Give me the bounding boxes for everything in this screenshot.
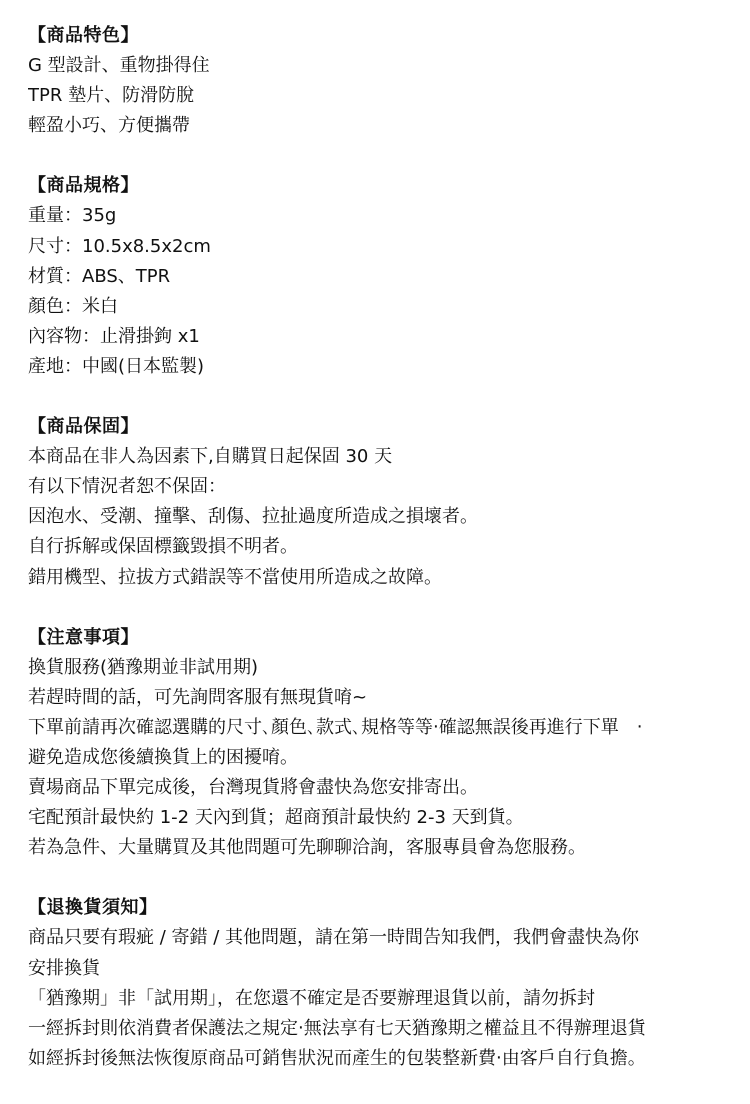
text-line: 產地：中國(日本監製): [28, 355, 205, 377]
text-line: 避免造成您後續換貨上的困擾唷。: [28, 746, 298, 768]
text-line: 一經拆封則依消費者保護法之規定‧無法享有七天猶豫期之權益且不得辦理退貨: [28, 1017, 646, 1039]
section-features: [28, 21, 728, 141]
text-line: 如經拆封後無法恢復原商品可銷售狀況而產生的包裝整新費‧由客戶自行負擔。: [28, 1047, 646, 1069]
text-line: 顏色：米白: [28, 295, 118, 317]
text-line: 尺寸：10.5x8.5x2cm: [28, 235, 211, 257]
text-line: 商品只要有瑕疵 / 寄錯 / 其他問題，請在第一時間告知我們，我們會盡快為你: [28, 927, 640, 949]
text-line: 本商品在非人為因素下,自購買日起保固 30 天: [28, 446, 393, 468]
text-line: 若趕時間的話，可先詢問客服有無現貨唷~: [28, 686, 368, 708]
text-line: 換貨服務(猶豫期並非試用期): [28, 656, 259, 678]
section-heading: 【商品特色】: [28, 25, 139, 46]
text-line: 若為急件、大量購買及其他問題可先聊聊洽詢，客服專員會為您服務。: [28, 837, 586, 859]
section-heading: 【商品規格】: [28, 175, 139, 197]
text-line: G 型設計、重物掛得住: [28, 55, 210, 77]
section-specifications: [28, 171, 728, 382]
text-line: 內容物：止滑掛鉤 x1: [28, 325, 200, 347]
section-return-policy: [28, 893, 728, 1074]
text-line: 錯用機型、拉拔方式錯誤等不當使用所造成之故障。: [28, 566, 442, 588]
text-line: 安排換貨: [28, 957, 100, 979]
text-line: 「猶豫期」非「試用期」，在您還不確定是否要辦理退貨以前，請勿拆封: [28, 987, 595, 1009]
section-warranty: [28, 412, 728, 593]
text-line: 材質：ABS、TPR: [28, 265, 171, 287]
text-line: 因泡水、受潮、撞擊、刮傷、拉扯過度所造成之損壞者。: [28, 506, 478, 528]
section-heading: 【退換貨須知】: [28, 897, 158, 919]
text-line: 下單前請再次確認選購的尺寸､顏色､款式､規格等等‧確認無誤後再進行下單 ‧: [28, 716, 643, 738]
text-line: 重量：35g: [28, 205, 117, 227]
text-line: TPR 墊片、防滑防脫: [28, 85, 195, 107]
text-line: 有以下情況者恕不保固：: [28, 476, 226, 498]
text-line: 賣場商品下單完成後，台灣現貨將會盡快為您安排寄出。: [28, 777, 478, 799]
product-description: [28, 21, 728, 1104]
section-heading: 【商品保固】: [28, 416, 139, 438]
text-line: 輕盈小巧、方便攜帶: [28, 115, 190, 137]
section-heading: 【注意事項】: [28, 626, 139, 648]
text-line: 自行拆解或保固標籤毀損不明者。: [28, 536, 298, 558]
text-line: 宅配預計最快約 1-2 天內到貨；超商預計最快約 2-3 天到貨。: [28, 807, 524, 829]
section-notes: [28, 623, 728, 864]
